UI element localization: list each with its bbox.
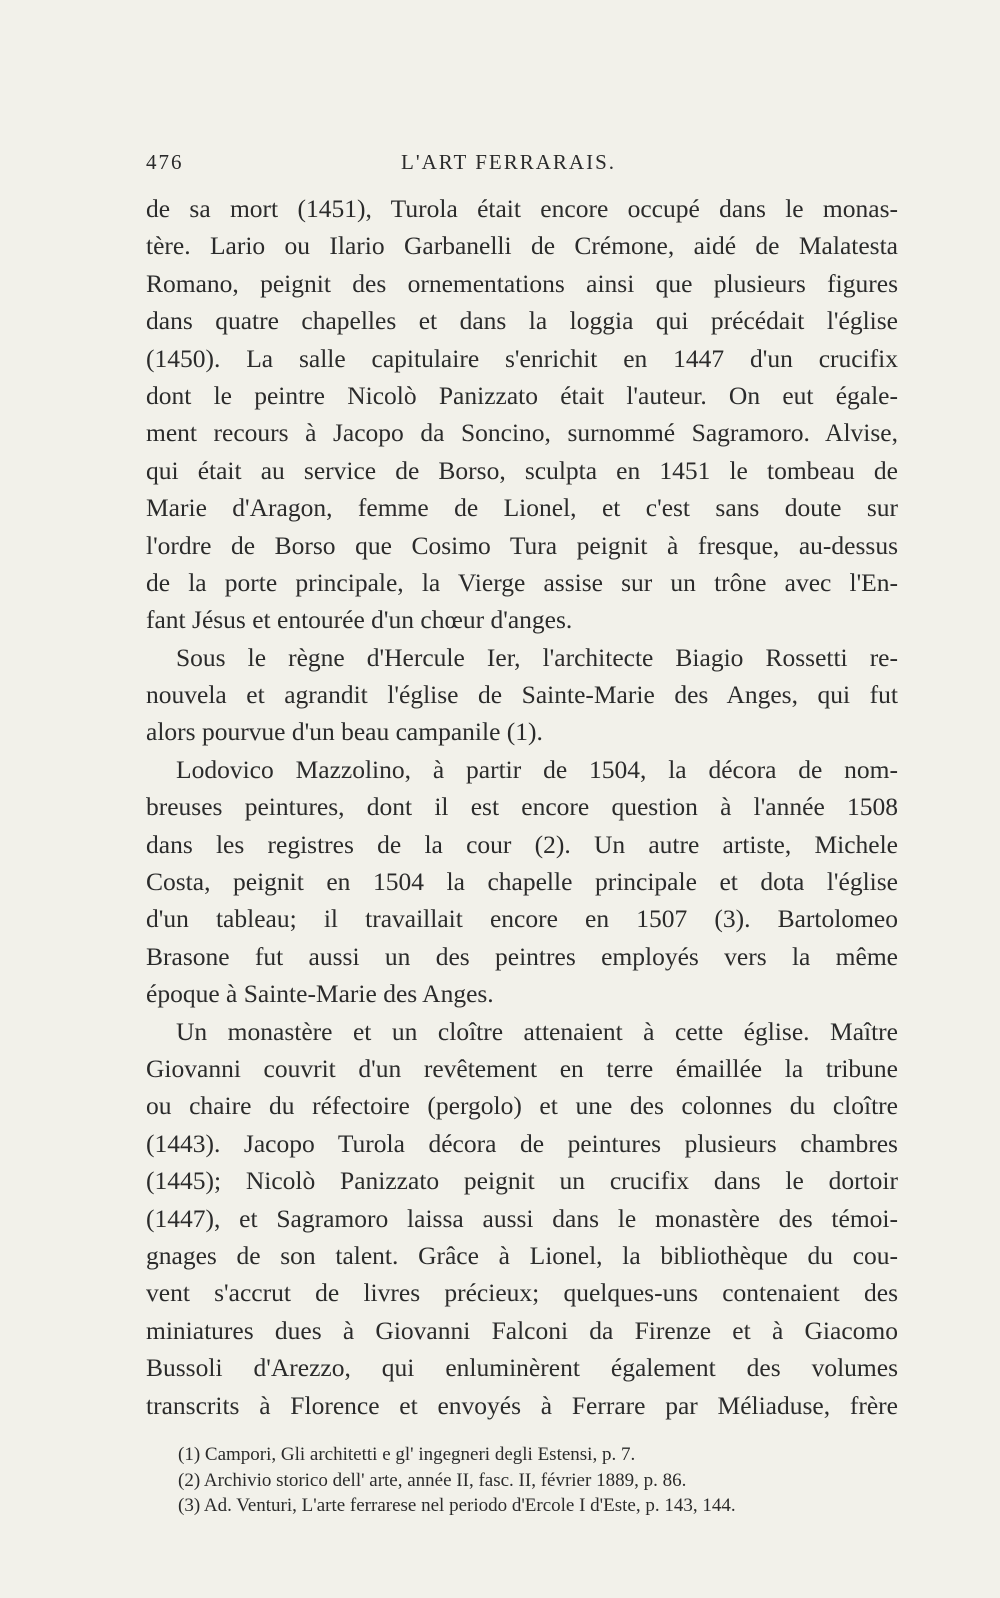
text-line: Lodovico Mazzolino, à partir de 1504, la décora de nom-	[176, 754, 898, 784]
text-line: Sous le règne d'Hercule Ier, l'architecte Biagio Rossetti re-	[176, 642, 898, 672]
text-line: qui était au service de Borso, sculpta en 1451 le tombeau de	[146, 455, 898, 485]
text-line: Un monastère et un cloître attenaient à cette église. Maître	[176, 1016, 898, 1046]
text-line: d'un tableau; il travaillait encore en 1507 (3). Bartolomeo	[146, 904, 898, 934]
page-number: 476	[146, 150, 184, 174]
footnote-2: (2) Archivio storico dell' arte, année II, fasc. II, février 1889, p. 86.	[178, 1469, 687, 1491]
text-line: dans les registres de la cour (2). Un autre artiste, Michele	[146, 829, 898, 859]
text-line: transcrits à Florence et envoyés à Ferrare par Méliaduse, frère	[146, 1390, 898, 1420]
text-line: dont le peintre Nicolò Panizzato était l'auteur. On eut égale-	[146, 380, 898, 410]
text-line: breuses peintures, dont il est encore question à l'année 1508	[146, 792, 898, 822]
text-line: (1443). Jacopo Turola décora de peintures plusieurs chambres	[146, 1128, 898, 1158]
text-line: tère. Lario ou Ilario Garbanelli de Crémone, aidé de Malatesta	[146, 231, 898, 261]
text-line: fant Jésus et entourée d'un chœur d'anges.	[146, 605, 573, 635]
text-line: époque à Sainte-Marie des Anges.	[146, 979, 494, 1009]
text-line: ou chaire du réfectoire (pergolo) et une des colonnes du cloître	[146, 1091, 898, 1121]
text-line: miniatures dues à Giovanni Falconi da Firenze et à Giacomo	[146, 1315, 898, 1345]
running-title: L'ART FERRARAIS.	[401, 150, 617, 174]
text-line: Giovanni couvrit d'un revêtement en terre émaillée la tribune	[146, 1053, 898, 1083]
text-line: dans quatre chapelles et dans la loggia qui précédait l'église	[146, 306, 898, 336]
text-line: gnages de son talent. Grâce à Lionel, la bibliothèque du cou-	[146, 1240, 898, 1270]
text-line: Bussoli d'Arezzo, qui enluminèrent également des volumes	[146, 1353, 898, 1383]
text-line: nouvela et agrandit l'église de Sainte-Marie des Anges, qui fut	[146, 680, 898, 710]
text-line: l'ordre de Borso que Cosimo Tura peignit à fresque, au-dessus	[146, 530, 898, 560]
running-head	[146, 150, 846, 180]
footnotes	[178, 1442, 908, 1519]
text-line: alors pourvue d'un beau campanile (1).	[146, 717, 543, 747]
text-line: ment recours à Jacopo da Soncino, surnommé Sagramoro. Alvise,	[146, 418, 898, 448]
text-line: Marie d'Aragon, femme de Lionel, et c'est sans doute sur	[146, 493, 898, 523]
text-line: de sa mort (1451), Turola était encore occupé dans le monas-	[146, 194, 898, 223]
footnote-3: (3) Ad. Venturi, L'arte ferrarese nel periodo d'Ercole I d'Este, p. 143, 144.	[178, 1495, 736, 1516]
text-line: (1450). La salle capitulaire s'enrichit en 1447 d'un crucifix	[146, 343, 898, 373]
body-text	[146, 190, 898, 1424]
footnote-1: (1) Campori, Gli architetti e gl' ingegneri degli Estensi, p. 7.	[178, 1444, 636, 1465]
text-line: de la porte principale, la Vierge assise sur un trône avec l'En-	[146, 567, 898, 597]
text-line: vent s'accrut de livres précieux; quelques-uns contenaient des	[146, 1278, 898, 1308]
text-line: (1445); Nicolò Panizzato peignit un crucifix dans le dortoir	[146, 1166, 898, 1196]
text-line: Romano, peignit des ornementations ainsi que plusieurs figures	[146, 268, 898, 298]
text-line: (1447), et Sagramoro laissa aussi dans le monastère des témoi-	[146, 1203, 898, 1233]
text-line: Brasone fut aussi un des peintres employés vers la même	[146, 941, 898, 971]
text-line: Costa, peignit en 1504 la chapelle principale et dota l'église	[146, 867, 898, 897]
